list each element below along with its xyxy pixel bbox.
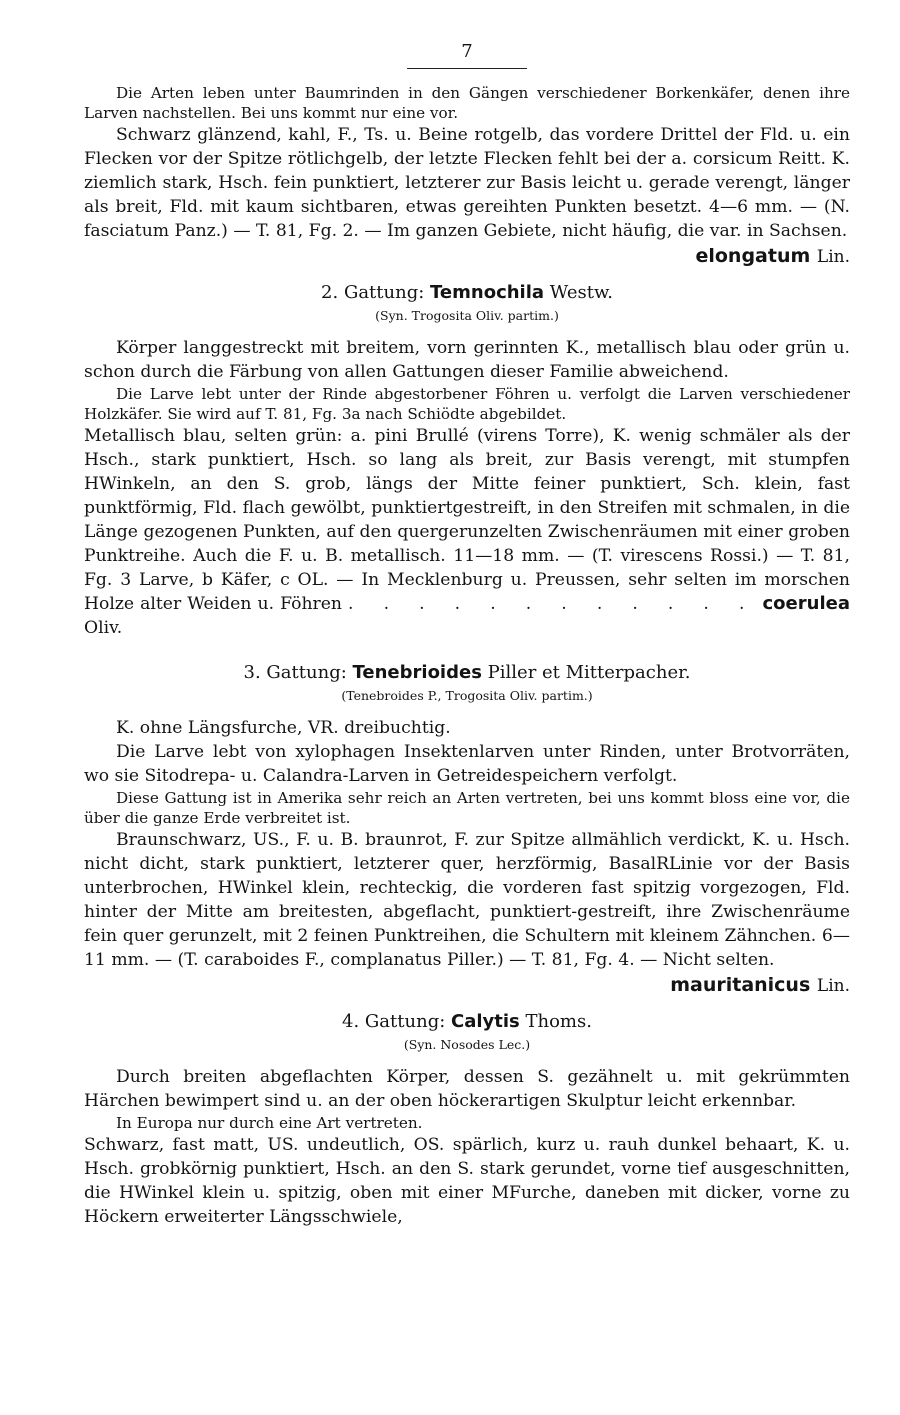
genus4-species-text: Schwarz, fast matt, US. undeutlich, OS. spärlich, kurz u. rauh dunkel behaart, K. u. Hsch. grobkörnig punktiert, Hsch. an den S. stark gerundet, vorne tief ausgeschnitten, die HWinkel klein u. spitzig, oben mit einer MFurche, daneben mit dicker, vorne zu Höckern erweiterter Längsschwiele, [84, 1135, 850, 1227]
genus4-synonym: (Syn. Nosodes Lec.) [403, 1037, 531, 1052]
genus4-description: Durch breiten abgeflachten Körper, dessen S. gezähnelt u. mit gekrümmten Härchen bewimpert sind u. an der oben höckerartigen Skulptur leicht erkennbar. [84, 1067, 850, 1111]
genus3-name: Tenebrioides [352, 662, 482, 683]
header-rule [407, 68, 527, 69]
genus3-species-text: Braunschwarz, US., F. u. B. braunrot, F. zur Spitze allmählich verdickt, K. u. Hsch. nicht dicht, stark punktiert, letzterer quer, herzförmig, BasalRLinie vor der Basis unterbrochen, HWinkel klein, rechteckig, die vorderen fast spitzig vorgezogen, Fld. hinter der Mitte am breitesten, abgeflacht, punktiert-gestreift, ihre Zwischenräume fein quer gerunzelt, mit 2 feinen Punktreihen, die Schultern mit kleinem Zähnchen. 6—11 mm. — (T. caraboides F., complanatus Piller.) — T. 81, Fg. 4. — Nicht selten. [84, 830, 850, 970]
genus3-species-author: Lin. [816, 976, 850, 996]
genus3-description: K. ohne Längsfurche, VR. dreibuchtig. [116, 718, 451, 738]
genus4-note: In Europa nur durch eine Art vertreten. [116, 1114, 423, 1132]
species1-name: elongatum [695, 245, 811, 267]
genus4-prefix: 4. Gattung: [342, 1011, 446, 1032]
leader-dots: . . . . . . . . . . . . [348, 594, 757, 614]
genus2-species-name: coerulea [762, 593, 850, 614]
genus2-synonym: (Syn. Trogosita Oliv. partim.) [375, 308, 559, 323]
document-page [84, 40, 850, 1229]
species1-author: Lin. [816, 247, 850, 267]
genus3-species-name-line [84, 972, 850, 999]
genus4-author: Thoms. [525, 1011, 592, 1032]
page-number: 7 [461, 41, 473, 62]
genus2-description: Körper langgestreckt mit breitem, vorn gerinnten K., metallisch blau oder grün u. schon durch die Färbung von allen Gattungen dieser Familie abweichend. [84, 338, 850, 382]
genus3-note: Diese Gattung ist in Amerika sehr reich an Arten vertreten, bei uns kommt bloss eine vor, die über die ganze Erde verbreitet ist. [84, 789, 850, 827]
genus3-synonym: (Tenebroides P., Trogosita Oliv. partim.) [341, 688, 593, 703]
genus2-species-author: Oliv. [84, 618, 123, 638]
genus3-larva: Die Larve lebt von xylophagen Insektenlarven unter Rinden, unter Brotvorräten, wo sie Sitodrepa- u. Calandra-Larven in Getreidespeichern verfolgt. [84, 742, 850, 786]
genus2-larva: Die Larve lebt unter der Rinde abgestorbener Föhren u. verfolgt die Larven verschiedener Holzkäfer. Sie wird auf T. 81, Fg. 3a nach Schiödte abgebildet. [84, 385, 850, 423]
intro-paragraph: Die Arten leben unter Baumrinden in den Gängen verschiedener Borkenkäfer, denen ihre Larven nachstellen. Bei uns kommt nur eine vor. [84, 84, 850, 122]
genus2-prefix: 2. Gattung: [321, 282, 425, 303]
genus3-species-name: mauritanicus [670, 974, 811, 996]
genus2-species-text [84, 424, 850, 640]
genus4-name: Calytis [451, 1011, 520, 1032]
genus3-heading [84, 660, 850, 686]
genus2-author: Westw. [549, 282, 613, 303]
species1-description: Schwarz glänzend, kahl, F., Ts. u. Beine rotgelb, das vordere Drittel der Fld. u. ein Flecken vor der Spitze rötlichgelb, der letzte Flecken fehlt bei der a. corsicum Reitt. K. ziemlich stark, Hsch. fein punktiert, letzterer zur Basis leicht u. gerade verengt, länger als breit, Fld. mit kaum sichtbaren, etwas gereihten Punkten besetzt. 4—6 mm. — (N. fasciatum Panz.) — T. 81, Fg. 2. — Im ganzen Gebiete, nicht häufig, die var. in Sachsen. [84, 125, 850, 241]
genus3-prefix: 3. Gattung: [243, 662, 347, 683]
genus2-species-body: Metallisch blau, selten grün: a. pini Brullé (virens Torre), K. wenig schmäler als der Hsch., stark punktiert, Hsch. so lang als breit, zur Basis verengt, mit stumpfen HWinkeln, an den S. grob, längs der Mitte feiner punktiert, Sch. klein, fast punktförmig, Fld. flach gewölbt, punktiertgestreift, in den Streifen mit schmalen, in die Länge gezogenen Punkten, auf den quergerunzelten Zwischenräumen mit einer groben Punktreihe. Auch die F. u. B. metallisch. 11—18 mm. — (T. virescens Rossi.) — T. 81, Fg. 3 Larve, b Käfer, c OL. — In Mecklenburg u. Preussen, sehr selten im morschen Holze alter Weiden u. Föhren [84, 426, 850, 614]
genus4-heading [84, 1009, 850, 1035]
genus2-heading [84, 280, 850, 306]
genus3-author: Piller et Mitterpacher. [487, 662, 691, 683]
genus2-name: Temnochila [430, 282, 545, 303]
species1-name-line [84, 243, 850, 270]
